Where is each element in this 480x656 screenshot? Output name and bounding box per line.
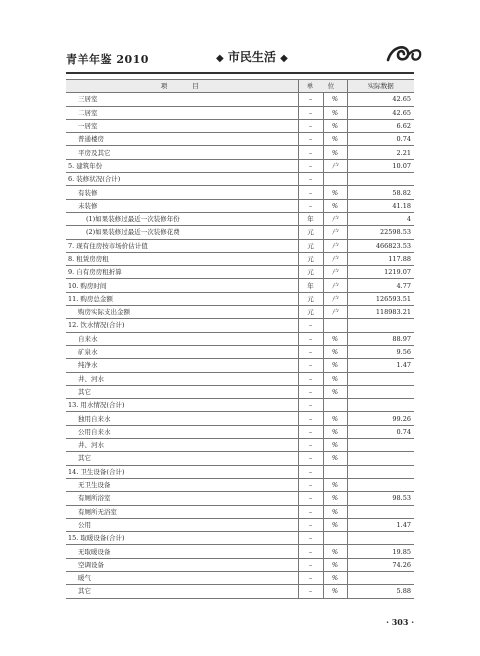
table-row <box>66 133 414 146</box>
table-row <box>66 226 414 239</box>
table-row <box>66 478 414 491</box>
row-value <box>347 478 414 491</box>
row-value: 4 <box>347 212 414 225</box>
row-unit-per <box>323 465 347 478</box>
row-unit-per: 户 <box>323 239 347 252</box>
row-unit: 元 <box>298 292 323 305</box>
row-value: 1219.07 <box>347 266 414 279</box>
row-label: 空调设备 <box>66 558 298 571</box>
row-label: 10. 购房时间 <box>66 279 298 292</box>
row-label: 14. 卫生设备(合计) <box>66 465 298 478</box>
row-value: 6.62 <box>347 119 414 132</box>
row-label: 购房实际支出金额 <box>66 306 298 319</box>
row-unit: – <box>298 439 323 452</box>
row-unit: – <box>298 385 323 398</box>
row-label: 公用自来水 <box>66 425 298 438</box>
row-unit-per: 户 <box>323 226 347 239</box>
row-value <box>347 173 414 186</box>
table-row <box>66 332 414 345</box>
row-label: 其它 <box>66 452 298 465</box>
table-row <box>66 319 414 332</box>
page-header <box>66 46 414 68</box>
row-unit: – <box>298 532 323 545</box>
row-unit-per: % <box>323 345 347 358</box>
yearbook-title: 青羊年鉴 2010 <box>66 53 149 66</box>
row-unit: – <box>298 518 323 531</box>
row-unit-per: % <box>323 478 347 491</box>
table-row <box>66 465 414 478</box>
row-value <box>347 439 414 452</box>
row-unit: – <box>298 571 323 584</box>
row-unit: – <box>298 173 323 186</box>
row-value <box>347 385 414 398</box>
row-label: 无卫生设备 <box>66 478 298 491</box>
row-unit: 元 <box>298 266 323 279</box>
row-value: 0.74 <box>347 425 414 438</box>
row-unit-per: % <box>323 119 347 132</box>
section-title-text: 市民生活 <box>227 50 276 64</box>
table-row <box>66 173 414 186</box>
row-label: 三居室 <box>66 93 298 106</box>
row-label: 自来水 <box>66 332 298 345</box>
row-unit: – <box>298 399 323 412</box>
row-label: 15. 取暖设备(合计) <box>66 532 298 545</box>
row-unit-per: 户 <box>323 292 347 305</box>
table-row <box>66 93 414 106</box>
table-row <box>66 106 414 119</box>
row-label: 无取暖设备 <box>66 545 298 558</box>
row-label: 公用 <box>66 518 298 531</box>
row-unit-per: % <box>323 492 347 505</box>
row-unit: – <box>298 545 323 558</box>
row-value <box>347 399 414 412</box>
table-row <box>66 252 414 265</box>
row-unit: – <box>298 359 323 372</box>
row-unit: – <box>298 159 323 172</box>
row-unit: – <box>298 478 323 491</box>
row-unit: – <box>298 119 323 132</box>
row-value: 117.88 <box>347 252 414 265</box>
row-unit-per: % <box>323 93 347 106</box>
row-unit: 元 <box>298 226 323 239</box>
statistics-table <box>66 79 414 599</box>
row-label: 其它 <box>66 585 298 598</box>
table-row <box>66 306 414 319</box>
table-row <box>66 399 414 412</box>
row-unit: – <box>298 332 323 345</box>
row-value: 126593.51 <box>347 292 414 305</box>
row-label: (2)如果装修过最近一次装修花费 <box>66 226 298 239</box>
table-row <box>66 492 414 505</box>
row-value: 22598.53 <box>347 226 414 239</box>
table-row <box>66 545 414 558</box>
row-unit-per: 户 <box>323 252 347 265</box>
row-unit-per: % <box>323 385 347 398</box>
row-value: 10.07 <box>347 159 414 172</box>
row-unit-per <box>323 532 347 545</box>
row-value: 5.88 <box>347 585 414 598</box>
row-unit: – <box>298 93 323 106</box>
row-unit: – <box>298 412 323 425</box>
table-row <box>66 585 414 598</box>
row-unit: – <box>298 133 323 146</box>
row-unit: – <box>298 585 323 598</box>
column-header-item: 项 目 <box>66 80 298 93</box>
diamond-left-icon: ◆ <box>216 53 224 64</box>
row-unit: – <box>298 106 323 119</box>
swirl-logo-icon <box>384 38 424 66</box>
row-value: 98.53 <box>347 492 414 505</box>
table-row <box>66 571 414 584</box>
row-value: 1.47 <box>347 359 414 372</box>
column-header-value: 实际数据 <box>347 80 414 93</box>
row-label: 有厕所浴室 <box>66 492 298 505</box>
row-label: 未装修 <box>66 199 298 212</box>
row-value: 41.18 <box>347 199 414 212</box>
row-value: 4.77 <box>347 279 414 292</box>
row-value <box>347 505 414 518</box>
table-row <box>66 532 414 545</box>
row-label: 纯净水 <box>66 359 298 372</box>
row-value <box>347 452 414 465</box>
row-value: 19.85 <box>347 545 414 558</box>
row-unit-per: % <box>323 146 347 159</box>
row-value <box>347 372 414 385</box>
row-unit: – <box>298 505 323 518</box>
row-label: 井、河水 <box>66 439 298 452</box>
row-label: 其它 <box>66 385 298 398</box>
table-row <box>66 199 414 212</box>
row-value: 42.65 <box>347 93 414 106</box>
row-unit: 元 <box>298 306 323 319</box>
row-unit-per: % <box>323 412 347 425</box>
row-label: 独用自来水 <box>66 412 298 425</box>
row-value <box>347 571 414 584</box>
row-unit-per: % <box>323 518 347 531</box>
table-row <box>66 558 414 571</box>
table-row <box>66 119 414 132</box>
page-number: · 303 · <box>386 617 414 627</box>
row-label: 普通楼房 <box>66 133 298 146</box>
row-unit: – <box>298 319 323 332</box>
row-label: 9. 自有房房租折算 <box>66 266 298 279</box>
row-unit-per: % <box>323 452 347 465</box>
row-value: 1.47 <box>347 518 414 531</box>
row-label: 13. 用水情况(合计) <box>66 399 298 412</box>
row-label: 井、河水 <box>66 372 298 385</box>
row-unit: 年 <box>298 279 323 292</box>
row-unit-per: % <box>323 133 347 146</box>
table-body <box>66 93 414 598</box>
section-title <box>216 48 288 65</box>
table-row <box>66 292 414 305</box>
row-value: 58.82 <box>347 186 414 199</box>
table-row <box>66 212 414 225</box>
row-value: 0.74 <box>347 133 414 146</box>
row-unit-per: % <box>323 372 347 385</box>
table-row <box>66 385 414 398</box>
row-value: 118983.21 <box>347 306 414 319</box>
row-unit-per: % <box>323 106 347 119</box>
row-label: (1)如果装修过最近一次装修年份 <box>66 212 298 225</box>
row-value: 99.26 <box>347 412 414 425</box>
row-unit: – <box>298 425 323 438</box>
row-unit-per: % <box>323 199 347 212</box>
diamond-right-icon: ◆ <box>280 53 288 64</box>
table-row <box>66 239 414 252</box>
row-unit-per <box>323 319 347 332</box>
row-unit: – <box>298 186 323 199</box>
table-row <box>66 412 414 425</box>
table-row <box>66 359 414 372</box>
row-unit-per: % <box>323 425 347 438</box>
row-value: 42.65 <box>347 106 414 119</box>
row-label: 有厕所无浴室 <box>66 505 298 518</box>
table-row <box>66 146 414 159</box>
row-unit: – <box>298 452 323 465</box>
row-unit-per: 户 <box>323 266 347 279</box>
table-row <box>66 186 414 199</box>
row-label: 12. 饮水情况(合计) <box>66 319 298 332</box>
row-unit-per: % <box>323 558 347 571</box>
row-label: 8. 租赁房房租 <box>66 252 298 265</box>
header-rule <box>66 72 414 74</box>
row-unit-per: % <box>323 571 347 584</box>
row-unit: – <box>298 465 323 478</box>
row-unit: – <box>298 372 323 385</box>
row-label: 有装修 <box>66 186 298 199</box>
table-row <box>66 159 414 172</box>
row-unit-per <box>323 173 347 186</box>
table-row <box>66 425 414 438</box>
row-label: 5. 建筑年份 <box>66 159 298 172</box>
row-label: 一居室 <box>66 119 298 132</box>
row-label: 矿泉水 <box>66 345 298 358</box>
row-unit-per: % <box>323 439 347 452</box>
row-label: 二居室 <box>66 106 298 119</box>
row-unit: – <box>298 146 323 159</box>
row-value: 74.26 <box>347 558 414 571</box>
row-unit: 元 <box>298 239 323 252</box>
table-row <box>66 345 414 358</box>
row-value <box>347 319 414 332</box>
row-label: 平房及其它 <box>66 146 298 159</box>
row-label: 11. 购房总金额 <box>66 292 298 305</box>
table-header-row <box>66 80 414 93</box>
row-value: 2.21 <box>347 146 414 159</box>
table-row <box>66 372 414 385</box>
row-unit-per: % <box>323 505 347 518</box>
row-label: 暖气 <box>66 571 298 584</box>
row-label: 7. 现有住房按市场价估计值 <box>66 239 298 252</box>
table-row <box>66 452 414 465</box>
row-unit-per: 户 <box>323 212 347 225</box>
row-value: 466823.53 <box>347 239 414 252</box>
column-header-unit: 单 位 <box>298 80 347 93</box>
table-row <box>66 279 414 292</box>
row-unit: 元 <box>298 252 323 265</box>
row-unit-per: 户 <box>323 279 347 292</box>
row-unit-per: % <box>323 186 347 199</box>
table-row <box>66 518 414 531</box>
row-unit-per: % <box>323 359 347 372</box>
table-row <box>66 439 414 452</box>
row-value <box>347 532 414 545</box>
row-value: 88.97 <box>347 332 414 345</box>
table-row <box>66 505 414 518</box>
row-label: 6. 装修状况(合计) <box>66 173 298 186</box>
row-unit-per <box>323 399 347 412</box>
row-unit: – <box>298 199 323 212</box>
table-row <box>66 266 414 279</box>
row-unit-per: 户 <box>323 159 347 172</box>
row-unit: – <box>298 558 323 571</box>
row-unit-per: % <box>323 585 347 598</box>
row-unit: – <box>298 345 323 358</box>
row-value: 9.56 <box>347 345 414 358</box>
row-unit-per: 户 <box>323 306 347 319</box>
row-unit-per: % <box>323 332 347 345</box>
row-unit-per: % <box>323 545 347 558</box>
row-value <box>347 465 414 478</box>
row-unit: 年 <box>298 212 323 225</box>
row-unit: – <box>298 492 323 505</box>
